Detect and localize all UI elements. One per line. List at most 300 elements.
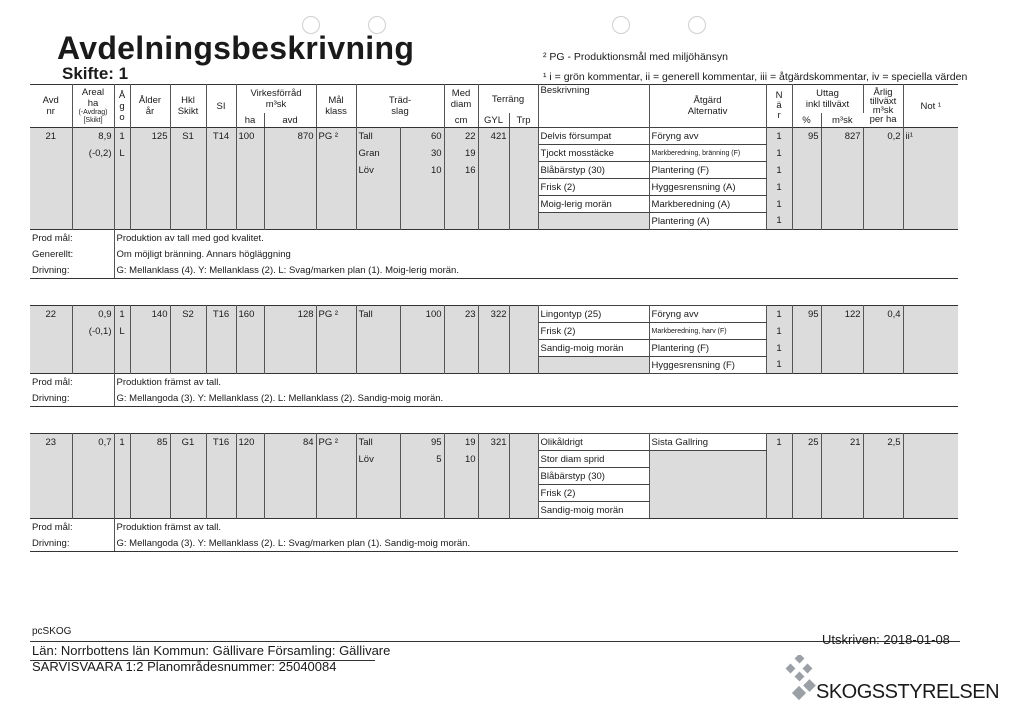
si <box>206 468 236 485</box>
uttag-pct <box>792 196 821 213</box>
property-info: SARVISVAARA 1:2 Planområdesnummer: 25040084 <box>32 659 337 674</box>
uttag-m3 <box>821 451 863 468</box>
areal: 0,7 <box>72 434 114 451</box>
uttag-pct: 25 <box>792 434 821 451</box>
malklass <box>316 468 356 485</box>
header-klass-label: klass <box>325 106 347 117</box>
atgard: Markberedning (A) <box>649 196 766 213</box>
virke-avd <box>264 196 316 213</box>
remark-text: G: Mellangoda (3). Y: Mellanklass (2). L: Mellanklass (2). Sandig-moig morän. <box>114 390 958 407</box>
virke-avd <box>264 213 316 230</box>
areal <box>72 451 114 468</box>
uttag-m3 <box>821 468 863 485</box>
trp <box>509 434 538 451</box>
not <box>903 179 958 196</box>
remark-text: Produktion främst av tall. <box>114 519 958 536</box>
header-mal-label: Mål <box>328 95 344 106</box>
not <box>903 468 958 485</box>
hkl <box>170 323 206 340</box>
remark-text: Produktion främst av tall. <box>114 374 958 391</box>
areal <box>72 502 114 519</box>
atgard <box>649 502 766 519</box>
si <box>206 357 236 374</box>
malklass <box>316 145 356 162</box>
diam: 19 <box>444 434 478 451</box>
table-row <box>30 451 958 468</box>
atgard: Plantering (F) <box>649 340 766 357</box>
header-alder-label: Ålder <box>138 95 162 106</box>
tradslag: Tall <box>356 128 400 145</box>
diam <box>444 502 478 519</box>
spacer <box>30 407 958 434</box>
uttag-m3 <box>821 196 863 213</box>
header-alder <box>130 85 170 128</box>
tillvaxt <box>863 502 903 519</box>
avd-nr <box>30 468 72 485</box>
virke-avd <box>264 162 316 179</box>
beskrivning: Stor diam sprid <box>538 451 649 468</box>
virke-avd <box>264 502 316 519</box>
beskrivning: Delvis försumpat <box>538 128 649 145</box>
tillvaxt: 0,4 <box>863 306 903 323</box>
gyl <box>478 357 509 374</box>
uttag-m3 <box>821 323 863 340</box>
uttag-pct <box>792 451 821 468</box>
areal <box>72 213 114 230</box>
uttag-pct <box>792 485 821 502</box>
remark-label: Prod mål: <box>30 230 114 247</box>
malklass <box>316 502 356 519</box>
avd-nr <box>30 196 72 213</box>
tradslag-pct <box>400 502 444 519</box>
atgard: Hyggesrensning (A) <box>649 179 766 196</box>
virke-ha <box>236 213 264 230</box>
beskrivning: Frisk (2) <box>538 485 649 502</box>
virke-avd <box>264 179 316 196</box>
tillvaxt <box>863 179 903 196</box>
header-m3sk-label: m³sk <box>872 105 894 116</box>
virke-avd <box>264 485 316 502</box>
gyl: 322 <box>478 306 509 323</box>
tradslag-pct <box>400 323 444 340</box>
diam <box>444 485 478 502</box>
uttag-pct <box>792 213 821 230</box>
ago: 1 <box>114 306 130 323</box>
diam: 16 <box>444 162 478 179</box>
virke-ha: 160 <box>236 306 264 323</box>
trp <box>509 162 538 179</box>
tradslag: Tall <box>356 434 400 451</box>
uttag-pct: 95 <box>792 306 821 323</box>
virke-ha <box>236 162 264 179</box>
alder: 85 <box>130 434 170 451</box>
areal <box>72 179 114 196</box>
avd-nr <box>30 502 72 519</box>
tradslag-pct: 5 <box>400 451 444 468</box>
header-slag-label: slag <box>391 106 409 117</box>
beskrivning: Frisk (2) <box>538 323 649 340</box>
tillvaxt <box>863 357 903 374</box>
atgard: Hyggesrensning (F) <box>649 357 766 374</box>
si <box>206 196 236 213</box>
gyl <box>478 485 509 502</box>
si <box>206 340 236 357</box>
atgard: Markberedning, bränning (F) <box>649 145 766 162</box>
uttag-pct <box>792 179 821 196</box>
diam <box>444 179 478 196</box>
header-gyl: GYL <box>478 113 509 128</box>
table-row <box>30 323 958 340</box>
table-row <box>30 306 958 323</box>
remark-label: Prod mål: <box>30 519 114 536</box>
header-hkl <box>170 85 206 128</box>
si <box>206 485 236 502</box>
beskrivning: Olikåldrigt <box>538 434 649 451</box>
table-row <box>30 357 958 374</box>
description-table <box>30 84 958 552</box>
beskrivning: Blåbärstyp (30) <box>538 162 649 179</box>
hkl: S2 <box>170 306 206 323</box>
si <box>206 213 236 230</box>
header-arlig <box>863 85 903 128</box>
beskrivning: Sandig-moig morän <box>538 340 649 357</box>
not <box>903 434 958 451</box>
hkl: G1 <box>170 434 206 451</box>
trp <box>509 306 538 323</box>
footnote-comments: ¹ i = grön kommentar, ii = generell kommentar, iii = åtgärdskommentar, iv = speciella värden <box>543 71 968 83</box>
header-ago-label: Å g o <box>118 89 126 123</box>
remark-text: G: Mellanklass (4). Y: Mellanklass (2). L: Svag/marken plan (1). Moig-lerig morän. <box>114 262 958 279</box>
si <box>206 162 236 179</box>
uttag-m3: 122 <box>821 306 863 323</box>
si: T16 <box>206 306 236 323</box>
tradslag <box>356 196 400 213</box>
tradslag-pct <box>400 468 444 485</box>
gyl <box>478 145 509 162</box>
tillvaxt <box>863 196 903 213</box>
trp <box>509 468 538 485</box>
uttag-m3 <box>821 502 863 519</box>
tillvaxt <box>863 485 903 502</box>
ago <box>114 502 130 519</box>
trp <box>509 485 538 502</box>
beskrivning: Sandig-moig morän <box>538 502 649 519</box>
tradslag-pct <box>400 213 444 230</box>
not <box>903 162 958 179</box>
areal: 8,9 <box>72 128 114 145</box>
avd-nr: 23 <box>30 434 72 451</box>
header-arlig-label: Årlig <box>873 87 893 98</box>
tradslag <box>356 485 400 502</box>
alder <box>130 162 170 179</box>
header-uttag-pct: % <box>792 113 821 128</box>
gyl <box>478 340 509 357</box>
header-avd-label: Avd <box>42 95 59 106</box>
tradslag-pct <box>400 196 444 213</box>
nar: 1 <box>766 162 792 179</box>
uttag-m3 <box>821 340 863 357</box>
header-virke <box>236 85 316 114</box>
ago <box>114 213 130 230</box>
beskrivning: Blåbärstyp (30) <box>538 468 649 485</box>
not <box>903 451 958 468</box>
si: T16 <box>206 434 236 451</box>
virke-avd <box>264 357 316 374</box>
virke-ha <box>236 357 264 374</box>
remark-label: Generellt: <box>30 246 114 262</box>
virke-avd: 84 <box>264 434 316 451</box>
trp <box>509 213 538 230</box>
header-ago <box>114 85 130 128</box>
alder: 140 <box>130 306 170 323</box>
alder <box>130 357 170 374</box>
header-si <box>206 85 236 128</box>
header-alternativ-label: Alternativ <box>687 106 728 117</box>
avd-nr: 22 <box>30 306 72 323</box>
header-cm: cm <box>444 113 478 128</box>
diam <box>444 468 478 485</box>
virke-ha <box>236 179 264 196</box>
uttag-pct <box>792 468 821 485</box>
header-virke-ha: ha <box>236 113 264 128</box>
si <box>206 179 236 196</box>
footer-divider <box>30 641 960 642</box>
header-mal <box>316 85 356 128</box>
avd-nr: 21 <box>30 128 72 145</box>
virke-avd: 870 <box>264 128 316 145</box>
header-virke-unit: m³sk <box>265 99 287 110</box>
header-trad-label: Träd- <box>388 95 412 106</box>
tradslag <box>356 213 400 230</box>
spacer <box>30 279 958 306</box>
header-avdrag: (-Avdrag) <box>78 109 108 116</box>
table-row <box>30 162 958 179</box>
ago: 1 <box>114 434 130 451</box>
areal: (-0,1) <box>72 323 114 340</box>
header-uttag-label: Uttag <box>816 88 839 99</box>
areal <box>72 485 114 502</box>
alder <box>130 196 170 213</box>
virke-ha <box>236 451 264 468</box>
malklass: PG ² <box>316 434 356 451</box>
header-hkl-label: Hkl <box>181 95 195 106</box>
tradslag <box>356 340 400 357</box>
header-hkl-sub: Skikt <box>177 106 199 117</box>
atgard <box>649 468 766 485</box>
not: ii¹ <box>903 128 958 145</box>
tradslag-pct: 95 <box>400 434 444 451</box>
table-row <box>30 434 958 451</box>
areal <box>72 357 114 374</box>
header-not: Not ¹ <box>903 85 958 128</box>
tillvaxt <box>863 451 903 468</box>
virke-avd <box>264 323 316 340</box>
uttag-m3 <box>821 213 863 230</box>
alder <box>130 485 170 502</box>
diam: 23 <box>444 306 478 323</box>
virke-ha <box>236 502 264 519</box>
atgard: Föryng avv <box>649 306 766 323</box>
nar: 1 <box>766 323 792 340</box>
header-tradslag <box>356 85 444 128</box>
header-inkl-label: inkl tillväxt <box>805 99 850 110</box>
trp <box>509 451 538 468</box>
uttag-pct <box>792 340 821 357</box>
diam: 10 <box>444 451 478 468</box>
uttag-m3 <box>821 357 863 374</box>
ago: 1 <box>114 128 130 145</box>
trp <box>509 340 538 357</box>
tillvaxt <box>863 340 903 357</box>
tillvaxt <box>863 145 903 162</box>
atgard <box>649 451 766 468</box>
alder <box>130 502 170 519</box>
remark-row <box>30 390 958 407</box>
alder <box>130 323 170 340</box>
avd-nr <box>30 145 72 162</box>
nar <box>766 451 792 468</box>
location-info: Län: Norrbottens län Kommun: Gällivare Församling: Gällivare <box>32 643 391 658</box>
remark-text: Om möjligt bränning. Annars högläggning <box>114 246 958 262</box>
malklass <box>316 162 356 179</box>
avd-nr <box>30 485 72 502</box>
print-date: Utskriven: 2018-01-08 <box>822 632 950 647</box>
program-name: pcSKOG <box>32 626 72 637</box>
alder <box>130 451 170 468</box>
virke-avd <box>264 340 316 357</box>
virke-ha <box>236 485 264 502</box>
diam <box>444 357 478 374</box>
avd-nr <box>30 451 72 468</box>
tradslag-pct: 10 <box>400 162 444 179</box>
table-row <box>30 145 958 162</box>
table-row <box>30 468 958 485</box>
hkl <box>170 357 206 374</box>
tillvaxt <box>863 323 903 340</box>
header-avd-sub: nr <box>46 106 55 117</box>
virke-ha: 100 <box>236 128 264 145</box>
tillvaxt <box>863 213 903 230</box>
alder <box>130 340 170 357</box>
uttag-pct <box>792 323 821 340</box>
header-uttag-m3: m³sk <box>821 113 863 128</box>
nar: 1 <box>766 340 792 357</box>
remark-label: Drivning: <box>30 535 114 552</box>
trp <box>509 145 538 162</box>
header-areal <box>72 85 114 128</box>
virke-ha <box>236 468 264 485</box>
nar: 1 <box>766 145 792 162</box>
hkl: S1 <box>170 128 206 145</box>
table-row <box>30 213 958 230</box>
remark-label: Drivning: <box>30 262 114 279</box>
nar: 1 <box>766 128 792 145</box>
malklass <box>316 323 356 340</box>
tillvaxt: 2,5 <box>863 434 903 451</box>
header-uttag <box>792 85 863 114</box>
hkl <box>170 162 206 179</box>
trp <box>509 128 538 145</box>
nar: 1 <box>766 196 792 213</box>
uttag-pct <box>792 502 821 519</box>
malklass <box>316 179 356 196</box>
areal <box>72 162 114 179</box>
gyl <box>478 468 509 485</box>
beskrivning: Tjockt mosstäcke <box>538 145 649 162</box>
beskrivning: Lingontyp (25) <box>538 306 649 323</box>
atgard: Markberedning, harv (F) <box>649 323 766 340</box>
header-perha-label: per ha <box>869 114 897 125</box>
remark-row <box>30 230 958 247</box>
si <box>206 502 236 519</box>
hkl <box>170 340 206 357</box>
alder <box>130 145 170 162</box>
gyl <box>478 502 509 519</box>
ago: L <box>114 323 130 340</box>
header-nar: N ä r <box>766 85 792 128</box>
skogsstyrelsen-logo-icon <box>780 655 820 703</box>
si <box>206 145 236 162</box>
hkl <box>170 196 206 213</box>
nar: 1 <box>766 357 792 374</box>
malklass <box>316 485 356 502</box>
diam <box>444 323 478 340</box>
beskrivning: Moig-lerig morän <box>538 196 649 213</box>
tradslag-pct <box>400 340 444 357</box>
punch-hole <box>612 16 630 34</box>
tillvaxt <box>863 162 903 179</box>
header-alder-sub: år <box>145 106 155 117</box>
si <box>206 451 236 468</box>
atgard: Föryng avv <box>649 128 766 145</box>
remark-row <box>30 374 958 391</box>
tradslag <box>356 323 400 340</box>
remark-text: G: Mellangoda (3). Y: Mellanklass (2). L: Svag/marken plan (1). Sandig-moig morän. <box>114 535 958 552</box>
nar: 1 <box>766 179 792 196</box>
gyl <box>478 213 509 230</box>
remark-row <box>30 262 958 279</box>
ago <box>114 357 130 374</box>
avd-nr <box>30 357 72 374</box>
remark-label: Drivning: <box>30 390 114 407</box>
hkl <box>170 468 206 485</box>
not <box>903 213 958 230</box>
diam <box>444 340 478 357</box>
tradslag: Löv <box>356 451 400 468</box>
nar <box>766 502 792 519</box>
uttag-pct: 95 <box>792 128 821 145</box>
tradslag-pct: 60 <box>400 128 444 145</box>
header-diam-label: diam <box>450 99 472 110</box>
atgard <box>649 485 766 502</box>
malklass <box>316 451 356 468</box>
header-terrang: Terräng <box>478 85 538 114</box>
virke-avd: 128 <box>264 306 316 323</box>
nar: 1 <box>766 434 792 451</box>
beskrivning <box>538 213 649 230</box>
hkl <box>170 145 206 162</box>
alder <box>130 213 170 230</box>
header-med-label: Med <box>451 88 471 99</box>
trp <box>509 502 538 519</box>
si: T14 <box>206 128 236 145</box>
avd-nr <box>30 162 72 179</box>
tillvaxt <box>863 468 903 485</box>
remark-row <box>30 519 958 536</box>
avd-nr <box>30 323 72 340</box>
tradslag <box>356 502 400 519</box>
virke-avd <box>264 145 316 162</box>
